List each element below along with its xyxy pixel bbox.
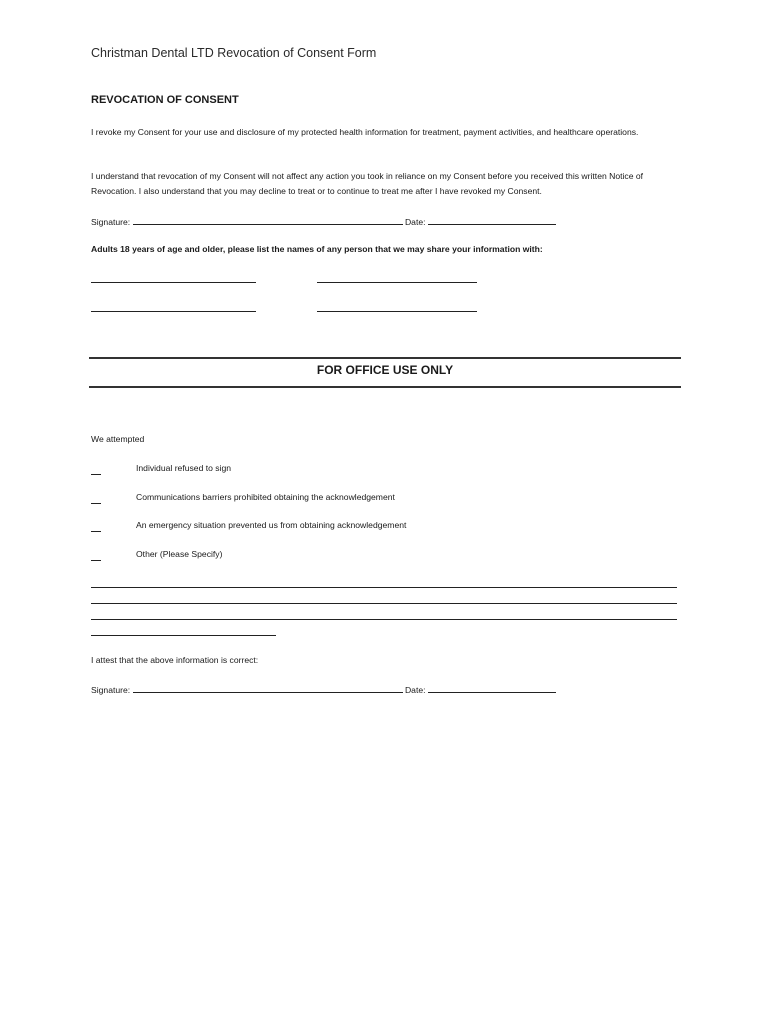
understanding-paragraph: I understand that revocation of my Consent will not affect any action you took in reliance on my Consent before you received this written Notice of Revocation. I also understand that you may decline to treat or to continue to treat me after I have revoked my Consent. xyxy=(91,171,644,196)
office-top-rule xyxy=(89,357,681,359)
office-bottom-rule xyxy=(89,386,681,388)
option-label: Individual refused to sign xyxy=(136,463,232,473)
date-field[interactable] xyxy=(428,215,556,225)
name-field-1[interactable] xyxy=(91,282,256,283)
option-label: Other (Please Specify) xyxy=(136,549,223,559)
specify-line-3[interactable] xyxy=(91,619,677,620)
name-field-4[interactable] xyxy=(317,311,477,312)
option-check-3[interactable] xyxy=(91,531,101,532)
office-use-title: FOR OFFICE USE ONLY xyxy=(316,363,454,377)
office-signature-field[interactable] xyxy=(133,683,403,693)
option-label: An emergency situation prevented us from obtaining acknowledgement xyxy=(136,520,407,530)
option-check-4[interactable] xyxy=(91,560,101,561)
office-signature-row xyxy=(91,683,556,695)
adults-instruction: Adults 18 years of age and older, please list the names of any person that we may share your information with: xyxy=(91,244,543,254)
name-field-3[interactable] xyxy=(91,311,256,312)
signature-field[interactable] xyxy=(133,215,403,225)
section-heading: REVOCATION OF CONSENT xyxy=(91,94,239,106)
specify-line-4[interactable] xyxy=(91,635,276,636)
option-label: Communications barriers prohibited obtaining the acknowledgement xyxy=(136,492,395,502)
document-title: Christman Dental LTD Revocation of Consent Form xyxy=(91,46,377,60)
name-field-2[interactable] xyxy=(317,282,477,283)
revoke-paragraph: I revoke my Consent for your use and disclosure of my protected health information for treatment, payment activities, and healthcare operations. xyxy=(91,127,639,137)
signature-label: Signature: xyxy=(91,685,131,695)
office-date-field[interactable] xyxy=(428,683,556,693)
date-label: Date: xyxy=(404,685,426,695)
signature-label: Signature: xyxy=(91,217,131,227)
attest-text: I attest that the above information is correct: xyxy=(91,655,259,665)
date-label: Date: xyxy=(404,217,426,227)
option-check-1[interactable] xyxy=(91,474,101,475)
specify-line-1[interactable] xyxy=(91,587,677,588)
specify-line-2[interactable] xyxy=(91,603,677,604)
option-check-2[interactable] xyxy=(91,503,101,504)
signature-row xyxy=(91,215,556,227)
we-attempted-label: We attempted xyxy=(91,434,145,444)
